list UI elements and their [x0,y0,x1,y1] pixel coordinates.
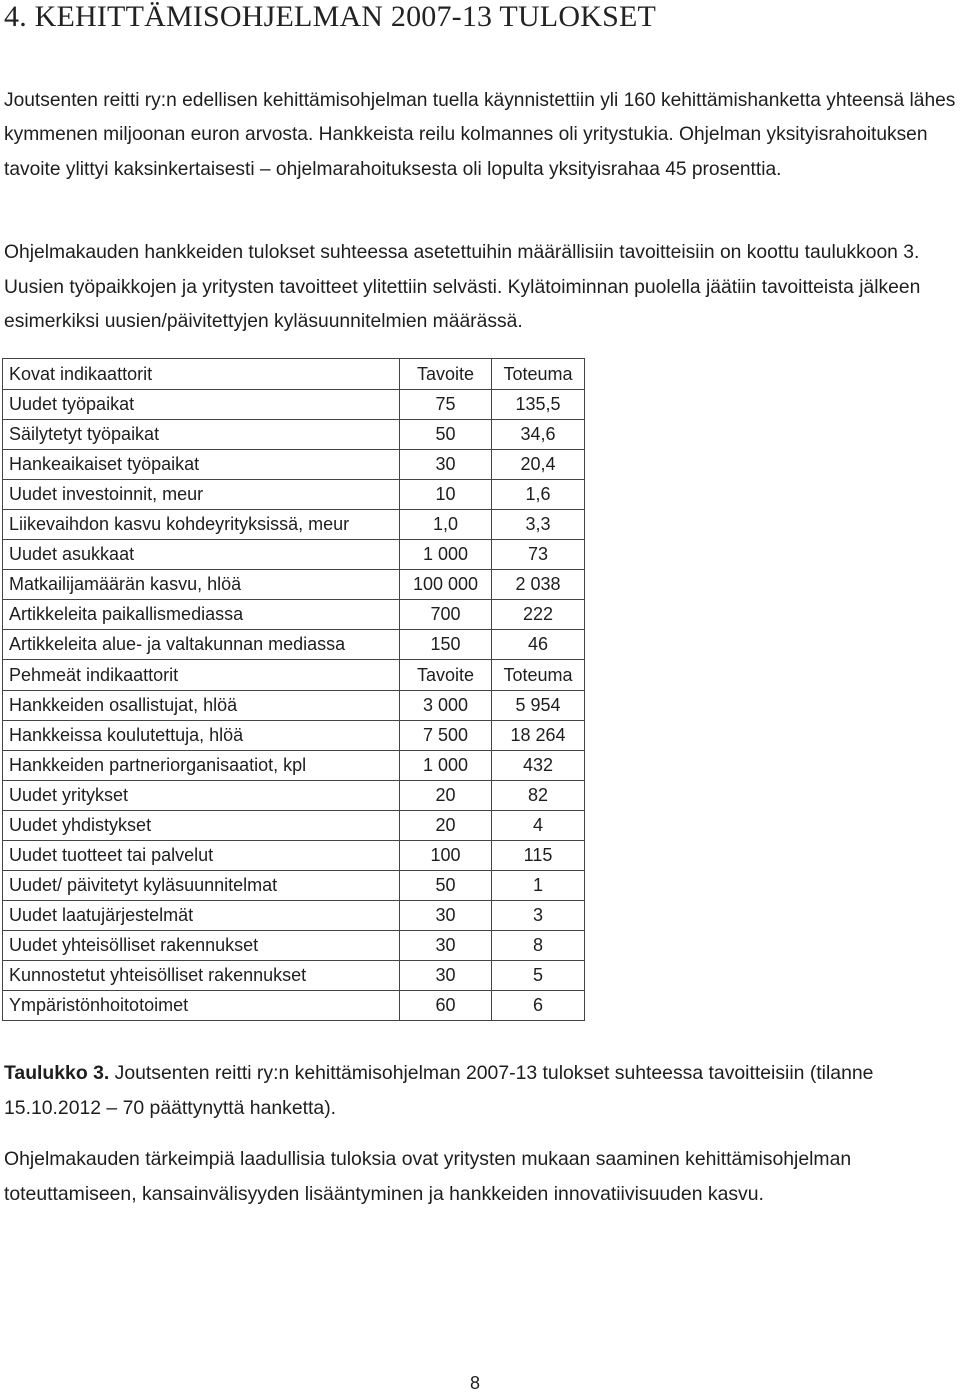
results-table [2,358,585,1021]
table-row [3,570,585,600]
indicator-name: Ympäristönhoitotoimet [3,991,400,1021]
actual-value: 73 [492,540,585,570]
page-number: 8 [470,1373,481,1393]
indicator-name: Uudet/ päivitetyt kyläsuunnitelmat [3,871,400,901]
actual-column-header: Toteuma [492,359,585,390]
table-row [3,691,585,721]
indicator-name: Liikevaihdon kasvu kohdeyrityksissä, meur [3,510,400,540]
indicator-name: Uudet laatujärjestelmät [3,901,400,931]
hard-indicators-group [3,359,585,660]
group-header-label: Pehmeät indikaattorit [3,660,400,691]
table-row [3,540,585,570]
section-heading: 4. KEHITTÄMISOHJELMAN 2007-13 TULOKSET [4,0,656,33]
actual-value: 82 [492,781,585,811]
actual-value: 3,3 [492,510,585,540]
summary-paragraph: Ohjelmakauden tärkeimpiä laadullisia tuloksia ovat yritysten mukaan saaminen kehittämisohjelman toteuttamiseen, kansainvälisyyden lisääntyminen ja hankkeiden innovatiivisuuden kasvu. [4,1148,852,1205]
indicator-name: Matkailijamäärän kasvu, hlöä [3,570,400,600]
table-row [3,871,585,901]
table-row [3,841,585,871]
table-row [3,991,585,1021]
indicator-name: Hankkeissa koulutettuja, hlöä [3,721,400,751]
table-row [3,480,585,510]
target-value: 1,0 [400,510,492,540]
target-value: 30 [400,450,492,480]
soft-indicators-group [3,660,585,1021]
target-value: 30 [400,901,492,931]
caption-text: Joutsenten reitti ry:n kehittämisohjelman 2007-13 tulokset suhteessa tavoitteisiin (tilanne 15.10.2012 – 70 päättynyttä hanketta). [4,1062,874,1119]
target-column-header: Tavoite [400,660,492,691]
table-row [3,751,585,781]
table-row [3,630,585,660]
indicator-name: Säilytetyt työpaikat [3,420,400,450]
target-value: 50 [400,871,492,901]
target-value: 20 [400,811,492,841]
target-value: 60 [400,991,492,1021]
actual-column-header: Toteuma [492,660,585,691]
table-row [3,390,585,420]
actual-value: 4 [492,811,585,841]
indicator-name: Artikkeleita alue- ja valtakunnan mediassa [3,630,400,660]
target-value: 30 [400,961,492,991]
target-value: 3 000 [400,691,492,721]
actual-value: 18 264 [492,721,585,751]
target-value: 7 500 [400,721,492,751]
actual-value: 20,4 [492,450,585,480]
indicator-name: Uudet asukkaat [3,540,400,570]
target-value: 1 000 [400,540,492,570]
indicator-name: Uudet yhteisölliset rakennukset [3,931,400,961]
table-row [3,721,585,751]
target-value: 100 [400,841,492,871]
actual-value: 2 038 [492,570,585,600]
target-value: 150 [400,630,492,660]
indicator-name: Uudet yritykset [3,781,400,811]
table-row [3,450,585,480]
actual-value: 34,6 [492,420,585,450]
table-row [3,901,585,931]
actual-value: 8 [492,931,585,961]
actual-value: 46 [492,630,585,660]
actual-value: 135,5 [492,390,585,420]
actual-value: 1 [492,871,585,901]
actual-value: 1,6 [492,480,585,510]
table-row [3,931,585,961]
caption-label: Taulukko 3. [4,1062,110,1084]
table-row [3,811,585,841]
actual-value: 115 [492,841,585,871]
table-row [3,600,585,630]
target-value: 75 [400,390,492,420]
target-value: 10 [400,480,492,510]
indicator-name: Uudet investoinnit, meur [3,480,400,510]
indicator-name: Uudet työpaikat [3,390,400,420]
actual-value: 6 [492,991,585,1021]
group-header-label: Kovat indikaattorit [3,359,400,390]
table-header-row [3,660,585,691]
indicator-name: Hankeaikaiset työpaikat [3,450,400,480]
table-row [3,420,585,450]
actual-value: 3 [492,901,585,931]
indicator-name: Uudet yhdistykset [3,811,400,841]
intro-paragraph: Joutsenten reitti ry:n edellisen kehittämisohjelman tuella käynnistettiin yli 160 kehittämishanketta yhteensä lähes kymmenen miljoonan euron arvosta. Hankkeista reilu kolmannes oli yritystukia. Ohjelman yksityisrahoituksen tavoite ylittyi kaksinkertaisesti – ohjelmarahoituksesta oli lopulta yksityisrahaa 45 prosenttia. [4,90,956,180]
target-value: 700 [400,600,492,630]
actual-value: 5 954 [492,691,585,721]
target-column-header: Tavoite [400,359,492,390]
indicator-name: Kunnostetut yhteisölliset rakennukset [3,961,400,991]
table-row [3,781,585,811]
table-caption [4,1056,960,1125]
indicator-name: Hankkeiden partneriorganisaatiot, kpl [3,751,400,781]
target-value: 100 000 [400,570,492,600]
actual-value: 5 [492,961,585,991]
actual-value: 432 [492,751,585,781]
target-value: 50 [400,420,492,450]
target-value: 1 000 [400,751,492,781]
target-value: 20 [400,781,492,811]
actual-value: 222 [492,600,585,630]
table-row [3,510,585,540]
indicator-name: Artikkeleita paikallismediassa [3,600,400,630]
table-header-row [3,359,585,390]
table-row [3,961,585,991]
target-value: 30 [400,931,492,961]
indicator-name: Uudet tuotteet tai palvelut [3,841,400,871]
results-paragraph: Ohjelmakauden hankkeiden tulokset suhteessa asetettuihin määrällisiin tavoitteisiin on koottu taulukkoon 3. Uusien työpaikkojen ja yritysten tavoitteet ylitettiin selvästi. Kylätoiminnan puolella jäätiin tavoitteista jälkeen esimerkiksi uusien/päivitettyjen kyläsuunnitelmien määrässä. [4,242,921,332]
indicator-name: Hankkeiden osallistujat, hlöä [3,691,400,721]
